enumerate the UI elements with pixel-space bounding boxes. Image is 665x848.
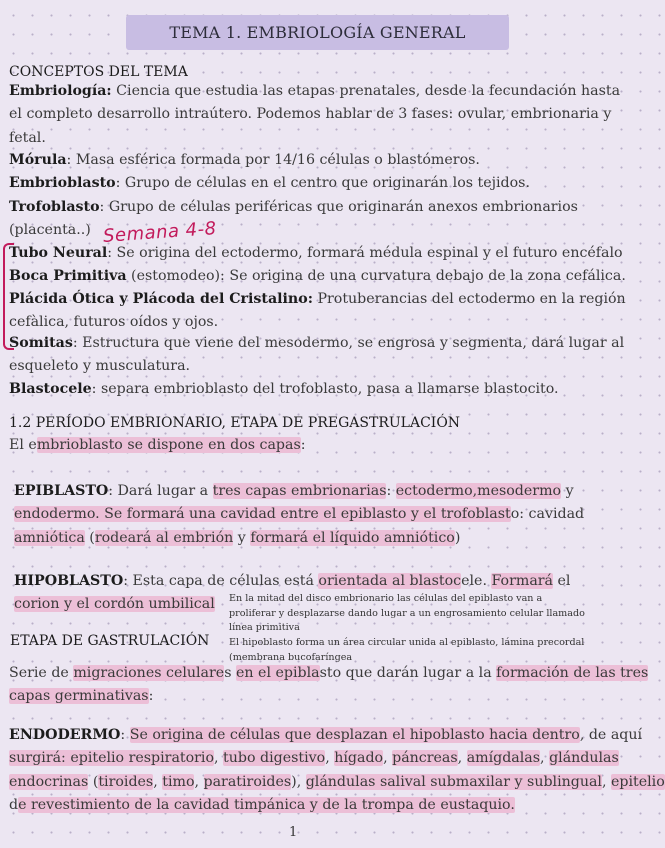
note-line: El hipoblasto forma un área circular unida al epiblasto, lámina precordal (229, 637, 585, 648)
highlight: capas germinativas (9, 688, 149, 705)
text: el completo desarrollo intraútero. Podemos hablar de 3 fases: ovular, embrionaria y (9, 106, 612, 123)
text: , (194, 773, 204, 790)
text: : (120, 727, 130, 743)
text: y (233, 529, 251, 546)
term-endodermo: ENDODERMO (9, 727, 121, 743)
term-blastocele: Blastocele (9, 381, 92, 397)
text: : Se origina del ectodermo, formará médula espinal y el futuro encéfalo (107, 245, 623, 261)
term-morula: Mórula (9, 152, 67, 168)
term-somitas: Somitas (9, 335, 73, 351)
highlight: formará el líquido amniótico (250, 529, 455, 546)
note-line: En la mitad del disco embrionario las células del epiblasto van a (229, 593, 543, 604)
highlight: paratiroides (203, 773, 292, 790)
note-line: línea primitiva (229, 622, 300, 633)
text: : Dará lugar a (108, 483, 213, 499)
def-embriologia (9, 80, 629, 150)
def-blastocele (9, 378, 629, 401)
text: El e (9, 437, 37, 453)
highlight: rodeará al embrión (94, 529, 234, 546)
highlight: ectodermo,mesodermo (395, 483, 562, 499)
embryonic-period-heading: 1.2 PERÍODO EMBRIONARIO, ETAPA DE PREGASTRULACIÓN (9, 415, 461, 431)
text: , (325, 750, 335, 767)
term-embriologia: Embriología: (9, 83, 112, 99)
text: ) (454, 529, 461, 546)
highlight: timo (162, 773, 195, 790)
def-boca-primitiva (9, 265, 626, 288)
text: cefàlica, futuros oídos y ojos. (9, 314, 219, 331)
highlight: Se origina de células que desplazan el hipoblasto hacia dentro (129, 727, 580, 743)
highlight: formación de las tres (496, 665, 649, 681)
highlight: surgirá: epitelio respiratorio (9, 750, 215, 767)
text: , (383, 750, 393, 767)
highlight: epitelio (611, 773, 665, 790)
text: : Masa esférica formada por 14/16 células o blastómeros. (66, 152, 480, 168)
highlight: tres capas embrionarias (212, 483, 387, 499)
term-hipoblasto: HIPOBLASTO (14, 573, 124, 589)
highlight: hígado (334, 750, 384, 767)
term-embrioblasto: Embrioblasto (9, 175, 116, 191)
text: : Estructura que viene del mesodermo, se engrosa y segmenta, dará lugar al (72, 335, 625, 351)
text: , (214, 750, 224, 767)
text: , (457, 750, 467, 767)
def-somitas (9, 332, 629, 379)
text: : Grupo de células en el centro que originarán los tejidos. (115, 175, 530, 191)
highlight: tubo digestivo (223, 750, 326, 767)
highlight: glándulas salival submaxilar y sublingual (305, 773, 602, 790)
text: : (300, 437, 306, 453)
def-epiblasto (14, 480, 584, 550)
text: fetal. (9, 129, 46, 146)
page-title: TEMA 1. EMBRIOLOGÍA GENERAL (126, 15, 509, 50)
highlight: migraciones celulare (73, 665, 225, 681)
def-endodermo (9, 724, 665, 817)
text: : separa embrioblasto del trofoblasto, pasa a llamarse blastocito. (91, 381, 559, 397)
highlight: amígdalas (466, 750, 541, 767)
def-placida (9, 288, 629, 335)
highlight: orientada al blastoc (318, 573, 462, 589)
highlight: Formará (491, 573, 554, 589)
def-tubo-neural (9, 242, 623, 265)
text: ), (291, 773, 306, 790)
text: o: cavidad (510, 506, 585, 523)
text: (placenta..) (9, 222, 91, 239)
highlight: endocrinas (9, 773, 89, 790)
side-note-linea-primitiva (229, 592, 609, 636)
intro-embrioblasto (9, 434, 306, 457)
highlight: glándulas (549, 750, 619, 767)
note-line: (membrana bucofaríngea (229, 651, 353, 663)
text: . (482, 573, 492, 589)
gastrulation-heading: ETAPA DE GASTRULACIÓN (10, 633, 210, 649)
highlight: tiroides (98, 773, 154, 790)
text: ( (84, 529, 95, 546)
term-boca-primitiva: Boca Primitiva (9, 268, 127, 284)
text: , (540, 750, 550, 767)
text: Ciencia que estudia las etapas prenatales, desde la fecundación hasta (111, 83, 621, 99)
term-trofoblasto: Trofoblasto (9, 199, 100, 215)
page-number: 1 (289, 825, 298, 840)
highlight: e revestimiento de la cavidad timpánica y de la trompa de eustaquio. (18, 796, 515, 813)
term-placida: Plácida Ótica y Plácoda del Cristalino: (9, 291, 313, 307)
text: , (601, 773, 611, 790)
text: : (386, 483, 396, 499)
def-embrioblasto (9, 172, 629, 195)
text: sto que darán lugar a la (319, 665, 497, 681)
note-line: proliferar y desplazarse dando lugar a un engrosamiento celular llamado (229, 607, 585, 619)
text: Serie de (9, 665, 74, 681)
text: s (224, 665, 236, 681)
highlight: mbrioblasto se dispone en dos capas (36, 437, 301, 453)
handwritten-week-note: Semana 4-8 (102, 218, 218, 247)
side-note-hipoblasto (229, 636, 609, 665)
text: (estomodeo): Se origina de una curvatura debajo de la zona cefálica. (126, 268, 626, 284)
highlight: en el epibla (236, 665, 320, 681)
term-tubo-neural: Tubo Neural (9, 245, 108, 261)
text: el (553, 573, 571, 589)
text: : Grupo de células periféricas que originarán anexos embrionarios (99, 199, 578, 215)
text: ele (461, 573, 483, 589)
def-morula (9, 149, 629, 172)
text: : Esta capa de células está (123, 573, 319, 589)
gastrulation-description (9, 662, 648, 709)
highlight: endodermo. Se formará una cavidad entre el epiblasto y el trofoblast (14, 506, 511, 523)
concepts-heading: CONCEPTOS DEL TEMA (9, 64, 188, 80)
text: , de aquí (579, 727, 643, 743)
text: y (561, 483, 574, 499)
highlight: corion y el cordón umbilical (14, 596, 215, 613)
text: : (148, 688, 154, 705)
def-trofoblasto (9, 196, 629, 243)
text: ( (88, 773, 99, 790)
text: d (9, 796, 19, 813)
term-epiblasto: EPIBLASTO (14, 483, 109, 499)
highlight: páncreas (392, 750, 458, 767)
text: , (153, 773, 163, 790)
highlight: amniótica (14, 529, 85, 546)
text: Protuberancias del ectodermo en la región (312, 291, 626, 307)
text: esqueleto y musculatura. (9, 358, 191, 375)
